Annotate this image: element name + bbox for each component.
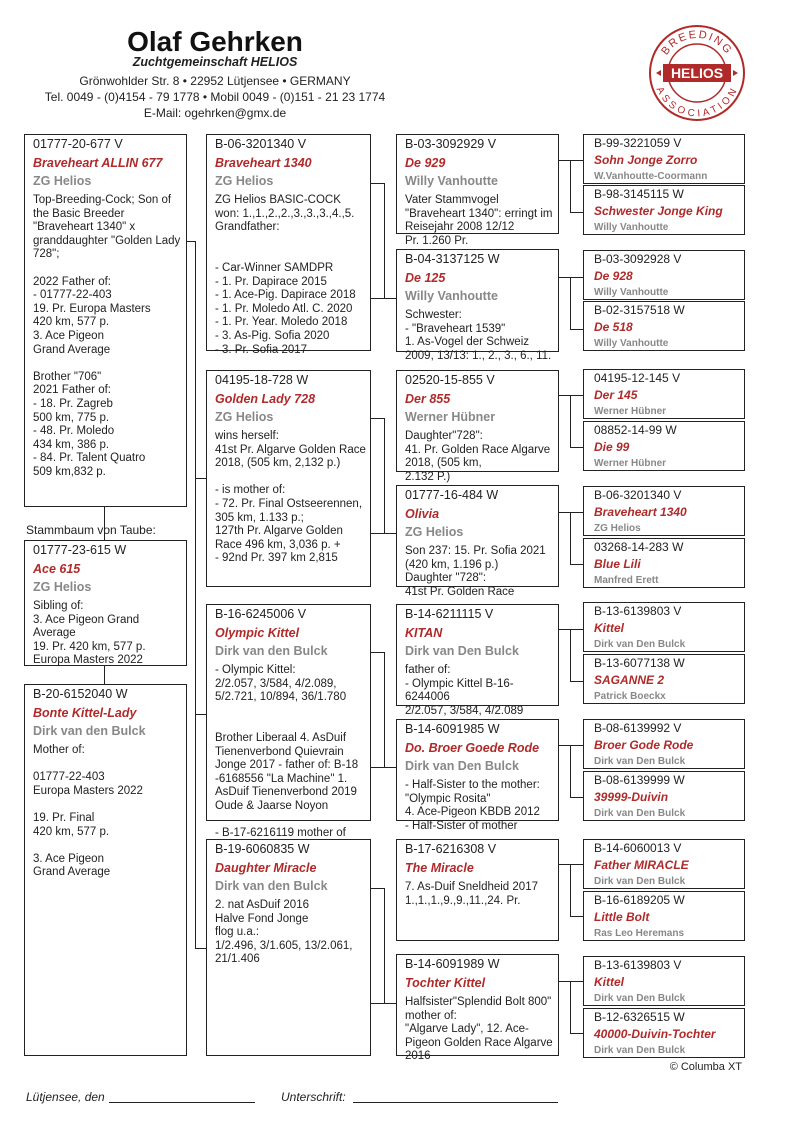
- connector-line: [570, 629, 571, 681]
- ring-number: B-13-6139803 V: [594, 958, 682, 972]
- subject-pigeon-card[interactable]: [24, 134, 187, 507]
- ring-number: 03268-14-283 W: [594, 540, 684, 554]
- breeder: ZG Helios: [33, 174, 92, 188]
- ancestor-small-card[interactable]: [583, 134, 745, 184]
- stammbaum-label: Stammbaum von Taube:: [26, 523, 156, 537]
- ancestor-card[interactable]: [396, 954, 559, 1063]
- connector-line: [570, 981, 571, 1033]
- mother-father-card[interactable]: [206, 604, 371, 840]
- signature-label: Unterschrift:: [281, 1090, 346, 1104]
- breeder: Werner Hübner: [594, 406, 667, 417]
- breeder: ZG Helios: [215, 174, 274, 188]
- sibling-card-1[interactable]: [24, 540, 187, 666]
- ring-number: B-08-6139992 V: [594, 721, 682, 735]
- breeder: Dirk van Den Bulck: [594, 808, 686, 819]
- pigeon-name: De 125: [405, 271, 446, 285]
- connector-line: [570, 864, 571, 916]
- pigeon-name: 39999-Duivin: [594, 790, 669, 804]
- breeder: Willy Vanhoutte: [405, 174, 498, 188]
- connector-line: [384, 888, 385, 1003]
- connector-line: [570, 395, 571, 447]
- breeder: ZG Helios: [594, 523, 641, 534]
- pigeon-name: Braveheart 1340: [215, 156, 312, 170]
- pigeon-name: De 929: [405, 156, 446, 170]
- breeder: Manfred Erett: [594, 575, 659, 586]
- father-card[interactable]: [206, 134, 371, 356]
- achievements: 2. nat AsDuif 2016 Halve Fond Jonge flog u.a.: 1/2.496, 3/1.605, 13/2.061, 21/1.406: [215, 899, 353, 966]
- connector-line: [384, 418, 385, 533]
- connector-line: [370, 418, 385, 419]
- breeder-subtitle: Zuchtgemeinschaft HELIOS: [132, 55, 298, 69]
- ancestor-small-card[interactable]: [583, 839, 745, 889]
- paternal-grandmother-card[interactable]: [206, 370, 371, 587]
- breeder-address: Grönwohlder Str. 8 • 22952 Lütjensee • GERMANY: [79, 74, 351, 88]
- ancestor-small-card[interactable]: [583, 421, 745, 471]
- ancestor-small-card[interactable]: [583, 301, 745, 351]
- achievements: Vater Stammvogel "Braveheart 1340": erringt im Reisejahr 2008 12/12 Pr. 1.260 Pr.: [405, 194, 553, 247]
- signature-line[interactable]: [353, 1102, 558, 1103]
- ancestor-card[interactable]: [396, 604, 559, 717]
- ring-number: B-16-6189205 W: [594, 893, 685, 907]
- ring-number: B-03-3092929 V: [405, 137, 497, 151]
- pigeon-name: The Miracle: [405, 861, 474, 875]
- ancestor-small-card[interactable]: [583, 369, 745, 419]
- ring-number: B-12-6326515 W: [594, 1010, 685, 1024]
- breeder: Willy Vanhoutte: [405, 289, 498, 303]
- ancestor-small-card[interactable]: [583, 771, 745, 821]
- ancestor-small-card[interactable]: [583, 185, 745, 235]
- connector-line: [570, 212, 583, 213]
- achievements: father of: - Olympic Kittel B-16-6244006 2/2.057, 3/584, 4/2.089: [405, 664, 524, 717]
- achievements: Schwester: - "Braveheart 1539" 1. As-Vogel der Schweiz 2009, 13/13: 1., 2., 3., 6., 11.: [405, 309, 552, 362]
- ancestor-small-card[interactable]: [583, 891, 745, 941]
- pigeon-name: Kittel: [594, 975, 624, 989]
- connector-line: [570, 447, 583, 448]
- breeder: Dirk van den Bulck: [215, 879, 328, 893]
- breeder: Dirk van Den Bulck: [594, 756, 686, 767]
- achievements: ZG Helios BASIC-COCK won: 1.,1.,2.,2.,3.,3.,3.,4.,5. Grandfather: - Car-Winner SAMDPR - 1. Pr. Dapirace 2015 - 1. Ace-Pig. Dapirace 2018 - 1. Pr. Moledo Atl. C. 2020 - 1. Pr. Year. Moledo 2018 - 3. As-Pig. Sofia 2020 - 3. Pr. Sofia 2017: [215, 194, 356, 356]
- ring-number: 01777-16-484 W: [405, 488, 499, 502]
- connector-line: [570, 564, 583, 565]
- pigeon-name: De 928: [594, 269, 633, 283]
- connector-line: [570, 329, 583, 330]
- logo-top-text: BREEDING: [659, 28, 735, 58]
- connector-line: [570, 745, 571, 797]
- ancestor-small-card[interactable]: [583, 956, 745, 1006]
- breeder: Dirk van Den Bulck: [405, 644, 519, 658]
- ancestor-card[interactable]: [396, 134, 559, 247]
- connector-line: [570, 681, 583, 682]
- breeder: Dirk van Den Bulck: [594, 876, 686, 887]
- connector-line: [570, 797, 583, 798]
- achievements: Daughter"728": 41. Pr. Golden Race Algarve 2018, (505 km, 2.132 P.): [405, 430, 551, 483]
- pigeon-name: Do. Broer Goede Rode: [405, 741, 540, 755]
- pigeon-name: Broer Gode Rode: [594, 738, 694, 752]
- pigeon-name: Der 855: [405, 392, 451, 406]
- pigeon-name: Olympic Kittel: [215, 626, 300, 640]
- connector-line: [370, 298, 397, 299]
- ancestor-small-card[interactable]: [583, 1008, 745, 1058]
- connector-line: [370, 1003, 397, 1004]
- achievements: - Olympic Kittel: 2/2.057, 3/584, 4/2.089, 5/2.721, 10/894, 36/1.780 Brother Liberaal 4. AsDuif Tienenverbond Quievrain Jonge 2017 - father of: B-18 -6168556 "La Machine" 1. AsDuif Tienenverbond 2019 Oude & Jaarse Noyon - B-17-6216119 mother of: [215, 664, 359, 840]
- pigeon-name: KITAN: [405, 626, 443, 640]
- pigeon-name: Olivia: [405, 507, 440, 521]
- breeder-name: Olaf Gehrken: [127, 26, 303, 57]
- breeder: Willy Vanhoutte: [594, 222, 669, 233]
- breeder: Dirk van den Bulck: [33, 724, 146, 738]
- ring-number: B-03-3092928 V: [594, 252, 682, 266]
- date-signature-line[interactable]: [109, 1102, 255, 1103]
- breeder: W.Vanhoutte-Coormann: [594, 171, 708, 182]
- connector-line: [370, 183, 385, 184]
- connector-line: [570, 1033, 583, 1034]
- achievements: Top-Breeding-Cock; Son of the Basic Breeder "Braveheart 1340" x granddaughter "Golden Lady 728"; 2022 Father of: - 01777-22-403 19. Pr. Europa Masters 420 km, 577 p. 3. Ace Pigeon Grand Average Brother "706" 2021 Father of: - 18. Pr. Zagreb 500 km, 775 p. - 48. Pr. Moledo 434 km, 386 p. - 84. Pr. Talent Quatro 509 km,832 p.: [33, 194, 181, 478]
- breeder: ZG Helios: [215, 410, 274, 424]
- ancestor-card[interactable]: [396, 370, 559, 483]
- breeder: Willy Vanhoutte: [594, 287, 669, 298]
- breeder: Willy Vanhoutte: [594, 338, 669, 349]
- ring-number: 08852-14-99 W: [594, 423, 677, 437]
- connector-line: [570, 160, 571, 212]
- breeder-email: E-Mail: ogehrken@gmx.de: [143, 106, 287, 120]
- ring-number: B-19-6060835 W: [215, 842, 310, 856]
- ring-number: 01777-20-677 V: [33, 137, 123, 151]
- ring-number: B-14-6211115 V: [405, 607, 494, 621]
- ring-number: B-99-3221059 V: [594, 136, 682, 150]
- breeder: Dirk van Den Bulck: [405, 759, 519, 773]
- pigeon-name: Kittel: [594, 621, 624, 635]
- copyright: © Columba XT: [669, 1061, 742, 1073]
- pigeon-name: Der 145: [594, 388, 638, 402]
- ring-number: B-13-6139803 V: [594, 604, 682, 618]
- ancestor-small-card[interactable]: [583, 250, 745, 300]
- connector-line: [384, 652, 385, 767]
- ancestor-card[interactable]: [396, 719, 559, 832]
- achievements: Halfsister"Splendid Bolt 800" mother of: "Algarve Lady", 12. Ace-Pigeon Golden Race Algarve 2016: [405, 996, 553, 1063]
- ring-number: B-14-6091985 W: [405, 722, 500, 736]
- ring-number: B-17-6216308 V: [405, 842, 497, 856]
- ancestor-small-card[interactable]: [583, 538, 745, 588]
- connector-line: [370, 888, 385, 889]
- breeder: ZG Helios: [33, 580, 92, 594]
- ring-number: B-20-6152040 W: [33, 687, 128, 701]
- ancestor-small-card[interactable]: [583, 602, 745, 652]
- ancestor-small-card[interactable]: [583, 719, 745, 769]
- achievements: Sibling of: 3. Ace Pigeon Grand Average 19. Pr. 420 km, 577 p. Europa Masters 2022: [33, 600, 146, 667]
- achievements: 7. As-Duif Sneldheid 2017 1.,1.,1.,9.,9.,11.,24. Pr.: [405, 881, 538, 907]
- breeder: Dirk van den Bulck: [215, 644, 328, 658]
- place-label: Lütjensee, den: [26, 1090, 105, 1104]
- pigeon-name: Ace 615: [33, 562, 81, 576]
- achievements: Son 237: 15. Pr. Sofia 2021 (420 km, 1.196 p.) Daughter "728": 41st Pr. Golden Race: [405, 545, 546, 598]
- connector-line: [570, 916, 583, 917]
- pigeon-name: Golden Lady 728: [215, 392, 316, 406]
- logo-center-text: HELIOS: [670, 65, 724, 81]
- achievements: wins herself: 41st Pr. Algarve Golden Race 2018, (505 km, 2,132 p.) - is mother of: - 72. Pr. Final Ostseerennen, 305 km, 1.133 p.; 127th Pr. Algarve Golden Race 496 km, 3,036 p. + - 92nd Pr. 397 km 2,815: [215, 430, 366, 565]
- ancestor-small-card[interactable]: [583, 654, 745, 704]
- connector-line: [195, 241, 196, 948]
- ring-number: 04195-18-728 W: [215, 373, 309, 387]
- breeder: Patrick Boeckx: [594, 691, 666, 702]
- achievements: - Half-Sister to the mother: "Olympic Rosita" 4. Ace-Pigeon KBDB 2012 - Half-Sister of mother: [405, 779, 540, 832]
- connector-line: [370, 533, 397, 534]
- breeder: Werner Hübner: [594, 458, 667, 469]
- sibling-card-2[interactable]: [24, 684, 187, 1056]
- ring-number: 04195-12-145 V: [594, 371, 681, 385]
- pigeon-name: Die 99: [594, 440, 630, 454]
- connector-line: [570, 512, 571, 564]
- ancestor-card[interactable]: [396, 249, 559, 362]
- ring-number: 02520-15-855 V: [405, 373, 495, 387]
- pigeon-name: Bonte Kittel-Lady: [33, 706, 137, 720]
- ancestor-card[interactable]: [396, 485, 559, 598]
- breeder: Werner Hübner: [405, 410, 496, 424]
- ring-number: B-13-6077138 W: [594, 656, 685, 670]
- pigeon-name: Tochter Kittel: [405, 976, 486, 990]
- breeder: ZG Helios: [405, 525, 464, 539]
- ring-number: B-04-3137125 W: [405, 252, 500, 266]
- pigeon-name: Little Bolt: [594, 910, 650, 924]
- pigeon-name: Sohn Jonge Zorro: [594, 153, 698, 167]
- ring-number: B-14-6091989 W: [405, 957, 500, 971]
- ring-number: B-02-3157518 W: [594, 303, 685, 317]
- logo-bottom-text: ASSOCIATION: [653, 85, 741, 120]
- pigeon-name: De 518: [594, 320, 633, 334]
- connector-line: [104, 665, 105, 685]
- pigeon-name: Father MIRACLE: [594, 858, 689, 872]
- ring-number: B-06-3201340 V: [215, 137, 307, 151]
- pigeon-name: Braveheart 1340: [594, 505, 687, 519]
- connector-line: [384, 183, 385, 298]
- ring-number: 01777-23-615 W: [33, 543, 127, 557]
- breeder-phone: Tel. 0049 - (0)4154 - 79 1778 • Mobil 0049 - (0)151 - 21 23 1774: [44, 90, 386, 104]
- pigeon-name: Daughter Miracle: [215, 861, 317, 875]
- ring-number: B-16-6245006 V: [215, 607, 307, 621]
- pigeon-name: Schwester Jonge King: [594, 204, 723, 218]
- mother-mother-card[interactable]: [206, 839, 371, 1056]
- ring-number: B-08-6139999 W: [594, 773, 685, 787]
- ring-number: B-06-3201340 V: [594, 488, 682, 502]
- breeder: Dirk van Den Bulck: [594, 639, 686, 650]
- pigeon-name: Braveheart ALLIN 677: [33, 156, 163, 170]
- connector-line: [570, 277, 571, 329]
- achievements: Mother of: 01777-22-403 Europa Masters 2022 19. Pr. Final 420 km, 577 p. 3. Ace Pigeon Grand Average: [33, 744, 143, 879]
- breeder: Dirk van Den Bulck: [594, 1045, 686, 1056]
- connector-line: [370, 767, 397, 768]
- connector-line: [370, 652, 385, 653]
- ring-number: B-98-3145115 W: [594, 187, 684, 201]
- ring-number: B-14-6060013 V: [594, 841, 682, 855]
- breeder: Ras Leo Heremans: [594, 928, 685, 939]
- pigeon-name: Blue Lili: [594, 557, 641, 571]
- ancestor-card[interactable]: [396, 839, 559, 941]
- helios-logo: [648, 24, 746, 122]
- breeder: Dirk van Den Bulck: [594, 993, 686, 1004]
- pigeon-name: SAGANNE 2: [594, 673, 665, 687]
- ancestor-small-card[interactable]: [583, 486, 745, 536]
- pigeon-name: 40000-Duivin-Tochter: [594, 1027, 716, 1041]
